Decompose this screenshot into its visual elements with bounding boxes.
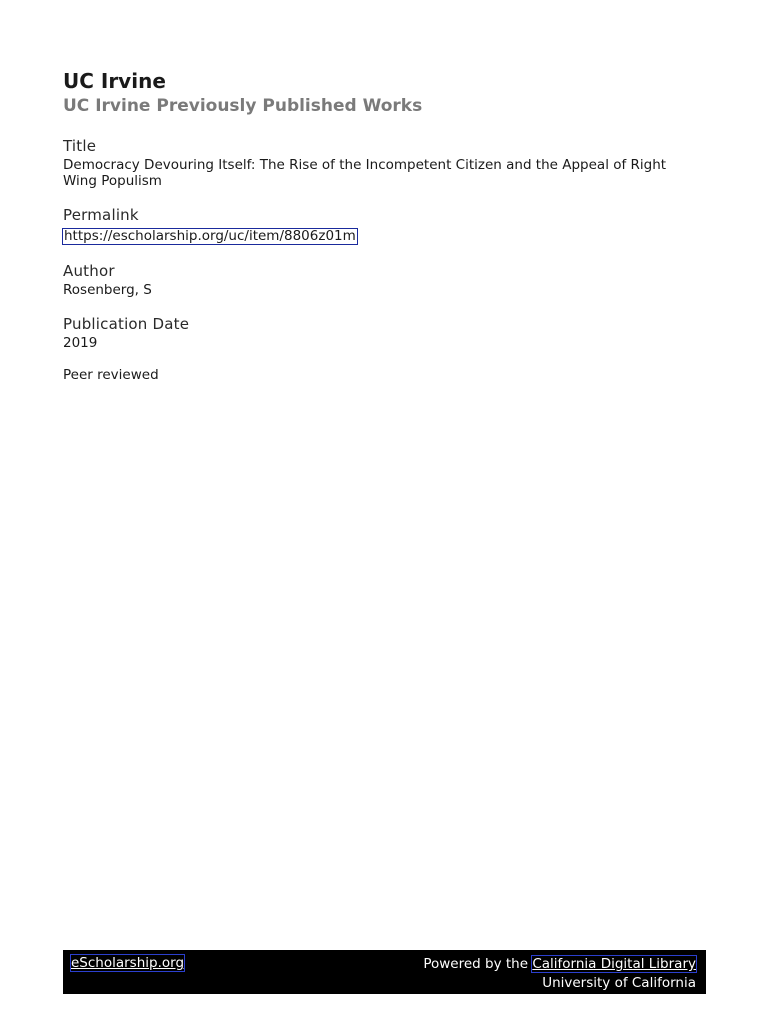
- publication-date-value: 2019: [63, 335, 98, 351]
- footer-bar: [63, 950, 706, 994]
- title-label: Title: [63, 137, 97, 155]
- author-value: Rosenberg, S: [63, 282, 152, 298]
- author-label: Author: [63, 262, 115, 280]
- cover-page-content: [63, 68, 703, 383]
- powered-by-line: [423, 955, 696, 974]
- campus-name: UC Irvine: [63, 69, 166, 93]
- escholarship-link[interactable]: eScholarship.org: [71, 955, 185, 971]
- peer-reviewed-note: Peer reviewed: [63, 367, 159, 383]
- title-value: Democracy Devouring Itself: The Rise of the Incompetent Citizen and the Appeal of Right Wing Populism: [63, 157, 667, 189]
- university-name: University of California: [542, 975, 696, 991]
- permalink-label: Permalink: [63, 206, 139, 224]
- series-name: UC Irvine Previously Published Works: [63, 96, 423, 116]
- permalink-link[interactable]: https://escholarship.org/uc/item/8806z01m: [64, 228, 356, 244]
- footer-right: [423, 955, 696, 993]
- footer-left: [71, 955, 184, 971]
- cdl-link[interactable]: California Digital Library: [532, 956, 696, 972]
- publication-date-label: Publication Date: [63, 315, 190, 333]
- powered-by-text: Powered by the: [423, 956, 533, 972]
